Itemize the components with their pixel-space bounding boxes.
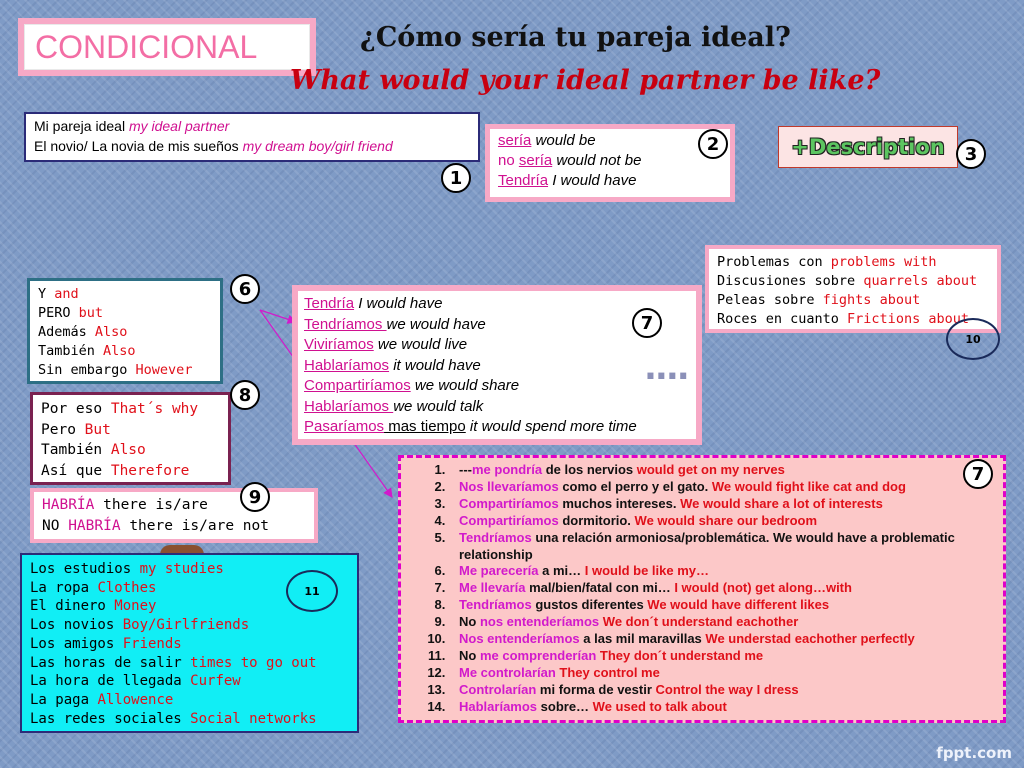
verb-es: me comprenderían bbox=[479, 647, 597, 663]
phrase-es: mal/bien/fatal con mi… bbox=[525, 580, 675, 596]
phrase-en: We would share our bedroom bbox=[634, 512, 818, 528]
phrase-es: El dinero bbox=[30, 598, 115, 615]
phrase-en: Money bbox=[114, 598, 157, 615]
phrase-en: and bbox=[54, 286, 79, 302]
verb-es: Pasaríamos bbox=[304, 418, 385, 435]
verb-es: sería bbox=[518, 152, 553, 169]
page-title: CONDICIONAL bbox=[24, 24, 310, 70]
phrase-es: Además bbox=[38, 324, 95, 340]
verb-es: HABRÍA bbox=[42, 497, 95, 513]
phrase-en: my studies bbox=[139, 561, 224, 577]
phrase-es: Mi pareja ideal bbox=[34, 118, 129, 134]
list-item bbox=[449, 530, 997, 564]
phrase-en: Also bbox=[94, 324, 128, 340]
phrase-es: Las horas de salir bbox=[30, 654, 191, 671]
phrase-es: Así que bbox=[41, 462, 111, 479]
phrase-en: fights about bbox=[822, 292, 921, 308]
phrase-es: Discusiones sobre bbox=[717, 273, 864, 289]
phrase-en: I would (not) get along…with bbox=[674, 580, 852, 596]
verb-en: I would have bbox=[354, 295, 443, 312]
phrase-en: quarrels about bbox=[863, 273, 978, 289]
phrase-en: Also bbox=[110, 442, 146, 458]
phrase-es: También bbox=[38, 343, 104, 359]
list-item bbox=[449, 631, 997, 648]
list-item bbox=[449, 479, 997, 496]
phrase-en: Curfew bbox=[190, 673, 241, 690]
phrases-box bbox=[398, 455, 1006, 723]
phrase-es: a las mil maravillas bbox=[579, 631, 706, 647]
verb-es: me pondría bbox=[472, 462, 543, 477]
phrase-es: Los estudios bbox=[30, 561, 140, 577]
negation-es: NO bbox=[42, 517, 69, 534]
verb-en: I would have bbox=[548, 172, 637, 189]
list-item bbox=[30, 691, 357, 710]
phrase-en: We would fight like cat and dog bbox=[711, 478, 906, 494]
list-item bbox=[30, 616, 357, 635]
number-badge-7-upper: 7 bbox=[632, 308, 662, 338]
verb-es: Controlarían bbox=[459, 681, 537, 697]
phrase-es: una relación armoniosa/problemática. We would have a problematic relationship bbox=[459, 529, 955, 562]
phrase-es: También bbox=[41, 442, 111, 458]
phrase-es: Sin embargo bbox=[38, 362, 136, 378]
phrase-es: Problemas con bbox=[717, 254, 831, 270]
verb-en: there is/are not bbox=[120, 517, 269, 534]
phrase-es: Roces en cuanto bbox=[717, 311, 848, 327]
phrase-en: Friends bbox=[122, 635, 182, 652]
verb-en: we would talk bbox=[393, 397, 484, 415]
verb-es: Nos entenderíamos bbox=[459, 631, 580, 647]
verb-en: we would have bbox=[386, 315, 486, 333]
list-item bbox=[304, 417, 696, 438]
verb-es: Nos llevaríamos bbox=[459, 478, 559, 494]
footer-watermark: fppt.com bbox=[936, 744, 1012, 762]
verb-es: Hablaríamos bbox=[459, 698, 538, 714]
phrase-en: However bbox=[135, 362, 193, 378]
number-badge-2: 2 bbox=[698, 129, 728, 159]
verb-es: Compartiríamos bbox=[459, 512, 559, 528]
list-item bbox=[449, 614, 997, 631]
phrase-en: We understad eachother perfectly bbox=[705, 631, 915, 647]
phrase-en: would get on my nerves bbox=[636, 462, 785, 477]
list-item bbox=[449, 462, 997, 479]
phrase-en: times to go out bbox=[190, 654, 317, 671]
verb-en: it would have bbox=[389, 356, 481, 374]
phrase-es: Las redes sociales bbox=[30, 710, 191, 727]
phrase-en: They don´t understand me bbox=[599, 647, 764, 663]
verb-es: nos entenderíamos bbox=[479, 614, 600, 630]
list-item bbox=[30, 635, 357, 654]
list-item bbox=[30, 710, 357, 729]
phrase-es: Pero bbox=[41, 421, 85, 438]
verb-es: Me llevaría bbox=[459, 580, 526, 596]
phrase-en: That´s why bbox=[110, 401, 199, 417]
verb-en: it would spend more time bbox=[465, 418, 637, 435]
phrase-es: dormitorio. bbox=[558, 512, 635, 528]
number-badge-6: 6 bbox=[230, 274, 260, 304]
number-circle-11: 11 bbox=[286, 570, 338, 612]
phrase-es: de los nervios bbox=[542, 462, 637, 477]
number-badge-3: 3 bbox=[956, 139, 986, 169]
verb-es: Hablaríamos bbox=[304, 356, 390, 374]
phrase-en: Boy/Girlfriends bbox=[122, 617, 250, 634]
phrase-es: La hora de llegada bbox=[30, 673, 191, 690]
phrase-es: PERO bbox=[38, 305, 79, 321]
verb-es: Tendríamos bbox=[304, 315, 387, 333]
phrase-es: La paga bbox=[30, 691, 98, 708]
phrase-prefix: No bbox=[459, 647, 480, 663]
phrase-es: Los novios bbox=[30, 617, 123, 634]
phrase-es: como el perro y el gato. bbox=[558, 478, 712, 494]
phrase-en: We used to talk about bbox=[592, 698, 727, 714]
phrase-es: a mi… bbox=[538, 563, 585, 579]
verb-es: sería bbox=[498, 132, 532, 149]
phrase-en: I would be like my… bbox=[584, 563, 709, 579]
phrase-es: muchos intereses. bbox=[558, 495, 681, 511]
list-item bbox=[449, 580, 997, 597]
list-item bbox=[30, 672, 357, 691]
verb-en: there is/are bbox=[94, 497, 208, 513]
verb-en: we would share bbox=[410, 377, 520, 394]
description-label: +Description bbox=[778, 126, 958, 168]
verb-es: Tendría bbox=[498, 172, 549, 189]
question-spanish: ¿Cómo sería tu pareja ideal? bbox=[360, 22, 791, 53]
list-item bbox=[449, 648, 997, 665]
number-badge-1: 1 bbox=[441, 163, 471, 193]
phrase-es: Por eso bbox=[41, 401, 111, 417]
phrase-en: We don´t understand eachother bbox=[602, 614, 799, 630]
verb-en: we would live bbox=[373, 336, 468, 353]
phrase-en: Control the way I dress bbox=[655, 681, 799, 697]
phrase-en: Allowence bbox=[97, 691, 174, 708]
phrases-list bbox=[409, 462, 997, 716]
list-item bbox=[449, 682, 997, 699]
phrase-es: Peleas sobre bbox=[717, 292, 823, 308]
phrase-es: sobre… bbox=[537, 698, 593, 714]
verb-es: Me controlarían bbox=[459, 664, 556, 680]
verb-es: Compartiríamos bbox=[459, 495, 559, 511]
phrase-es: Y bbox=[38, 286, 55, 302]
question-english: What would your ideal partner be like? bbox=[290, 65, 881, 96]
verb-es: Tendríamos bbox=[459, 529, 532, 545]
number-badge-7-lower: 7 bbox=[963, 459, 993, 489]
verb-es: Me parecería bbox=[459, 563, 539, 579]
phrase-en: my ideal partner bbox=[128, 118, 230, 134]
list-item bbox=[449, 563, 997, 580]
phrase-prefix: --- bbox=[459, 462, 472, 477]
phrase-en: But bbox=[84, 421, 111, 438]
verb-es: HABRÍA bbox=[68, 517, 121, 534]
phrase-en: Frictions about bbox=[847, 311, 969, 327]
verb-es: Tendría bbox=[304, 295, 355, 312]
phrase-en: but bbox=[78, 305, 104, 321]
verb-en: would be bbox=[531, 132, 596, 149]
list-item bbox=[304, 335, 696, 356]
phrase-en: problems with bbox=[830, 254, 937, 270]
number-badge-9: 9 bbox=[240, 482, 270, 512]
list-item bbox=[449, 496, 997, 513]
arrow-to-tendria bbox=[260, 310, 296, 322]
list-item bbox=[304, 376, 696, 397]
phrase-es: La ropa bbox=[30, 579, 98, 596]
phrase-en: They control me bbox=[559, 664, 660, 680]
list-item bbox=[449, 665, 997, 682]
list-item bbox=[30, 654, 357, 673]
phrase-en: my dream boy/girl friend bbox=[242, 138, 393, 154]
verb-es: Tendríamos bbox=[459, 597, 532, 613]
phrase-es: El novio/ La novia de mis sueños bbox=[34, 138, 243, 154]
phrase-en: Also bbox=[103, 343, 136, 359]
verb-es: Hablaríamos bbox=[304, 397, 394, 415]
number-badge-8: 8 bbox=[230, 380, 260, 410]
verb-en: would not be bbox=[552, 152, 642, 169]
phrase-en: We would share a lot of interests bbox=[680, 495, 883, 511]
phrase-es: Los amigos bbox=[30, 635, 123, 652]
phrase-es: mi forma de vestir bbox=[536, 681, 656, 697]
phrase-en: Clothes bbox=[97, 579, 157, 596]
list-item bbox=[449, 597, 997, 614]
verb-es: Compartiríamos bbox=[304, 377, 411, 394]
negation-es: no bbox=[498, 152, 519, 169]
number-circle-10: 10 bbox=[946, 318, 1000, 360]
phrase-mid: mas tiempo bbox=[384, 418, 466, 435]
phrase-en: Therefore bbox=[110, 462, 190, 479]
list-item bbox=[449, 699, 997, 716]
list-item bbox=[304, 356, 696, 377]
list-item bbox=[304, 397, 696, 418]
phrase-en: Social networks bbox=[190, 710, 317, 727]
verb-es: Viviríamos bbox=[304, 336, 374, 353]
phrase-en: We would have different likes bbox=[647, 597, 830, 613]
phrase-prefix: No bbox=[459, 614, 480, 630]
list-item bbox=[449, 513, 997, 530]
phrase-es: gustos diferentes bbox=[531, 597, 648, 613]
ellipsis-dots: .... bbox=[644, 348, 688, 388]
